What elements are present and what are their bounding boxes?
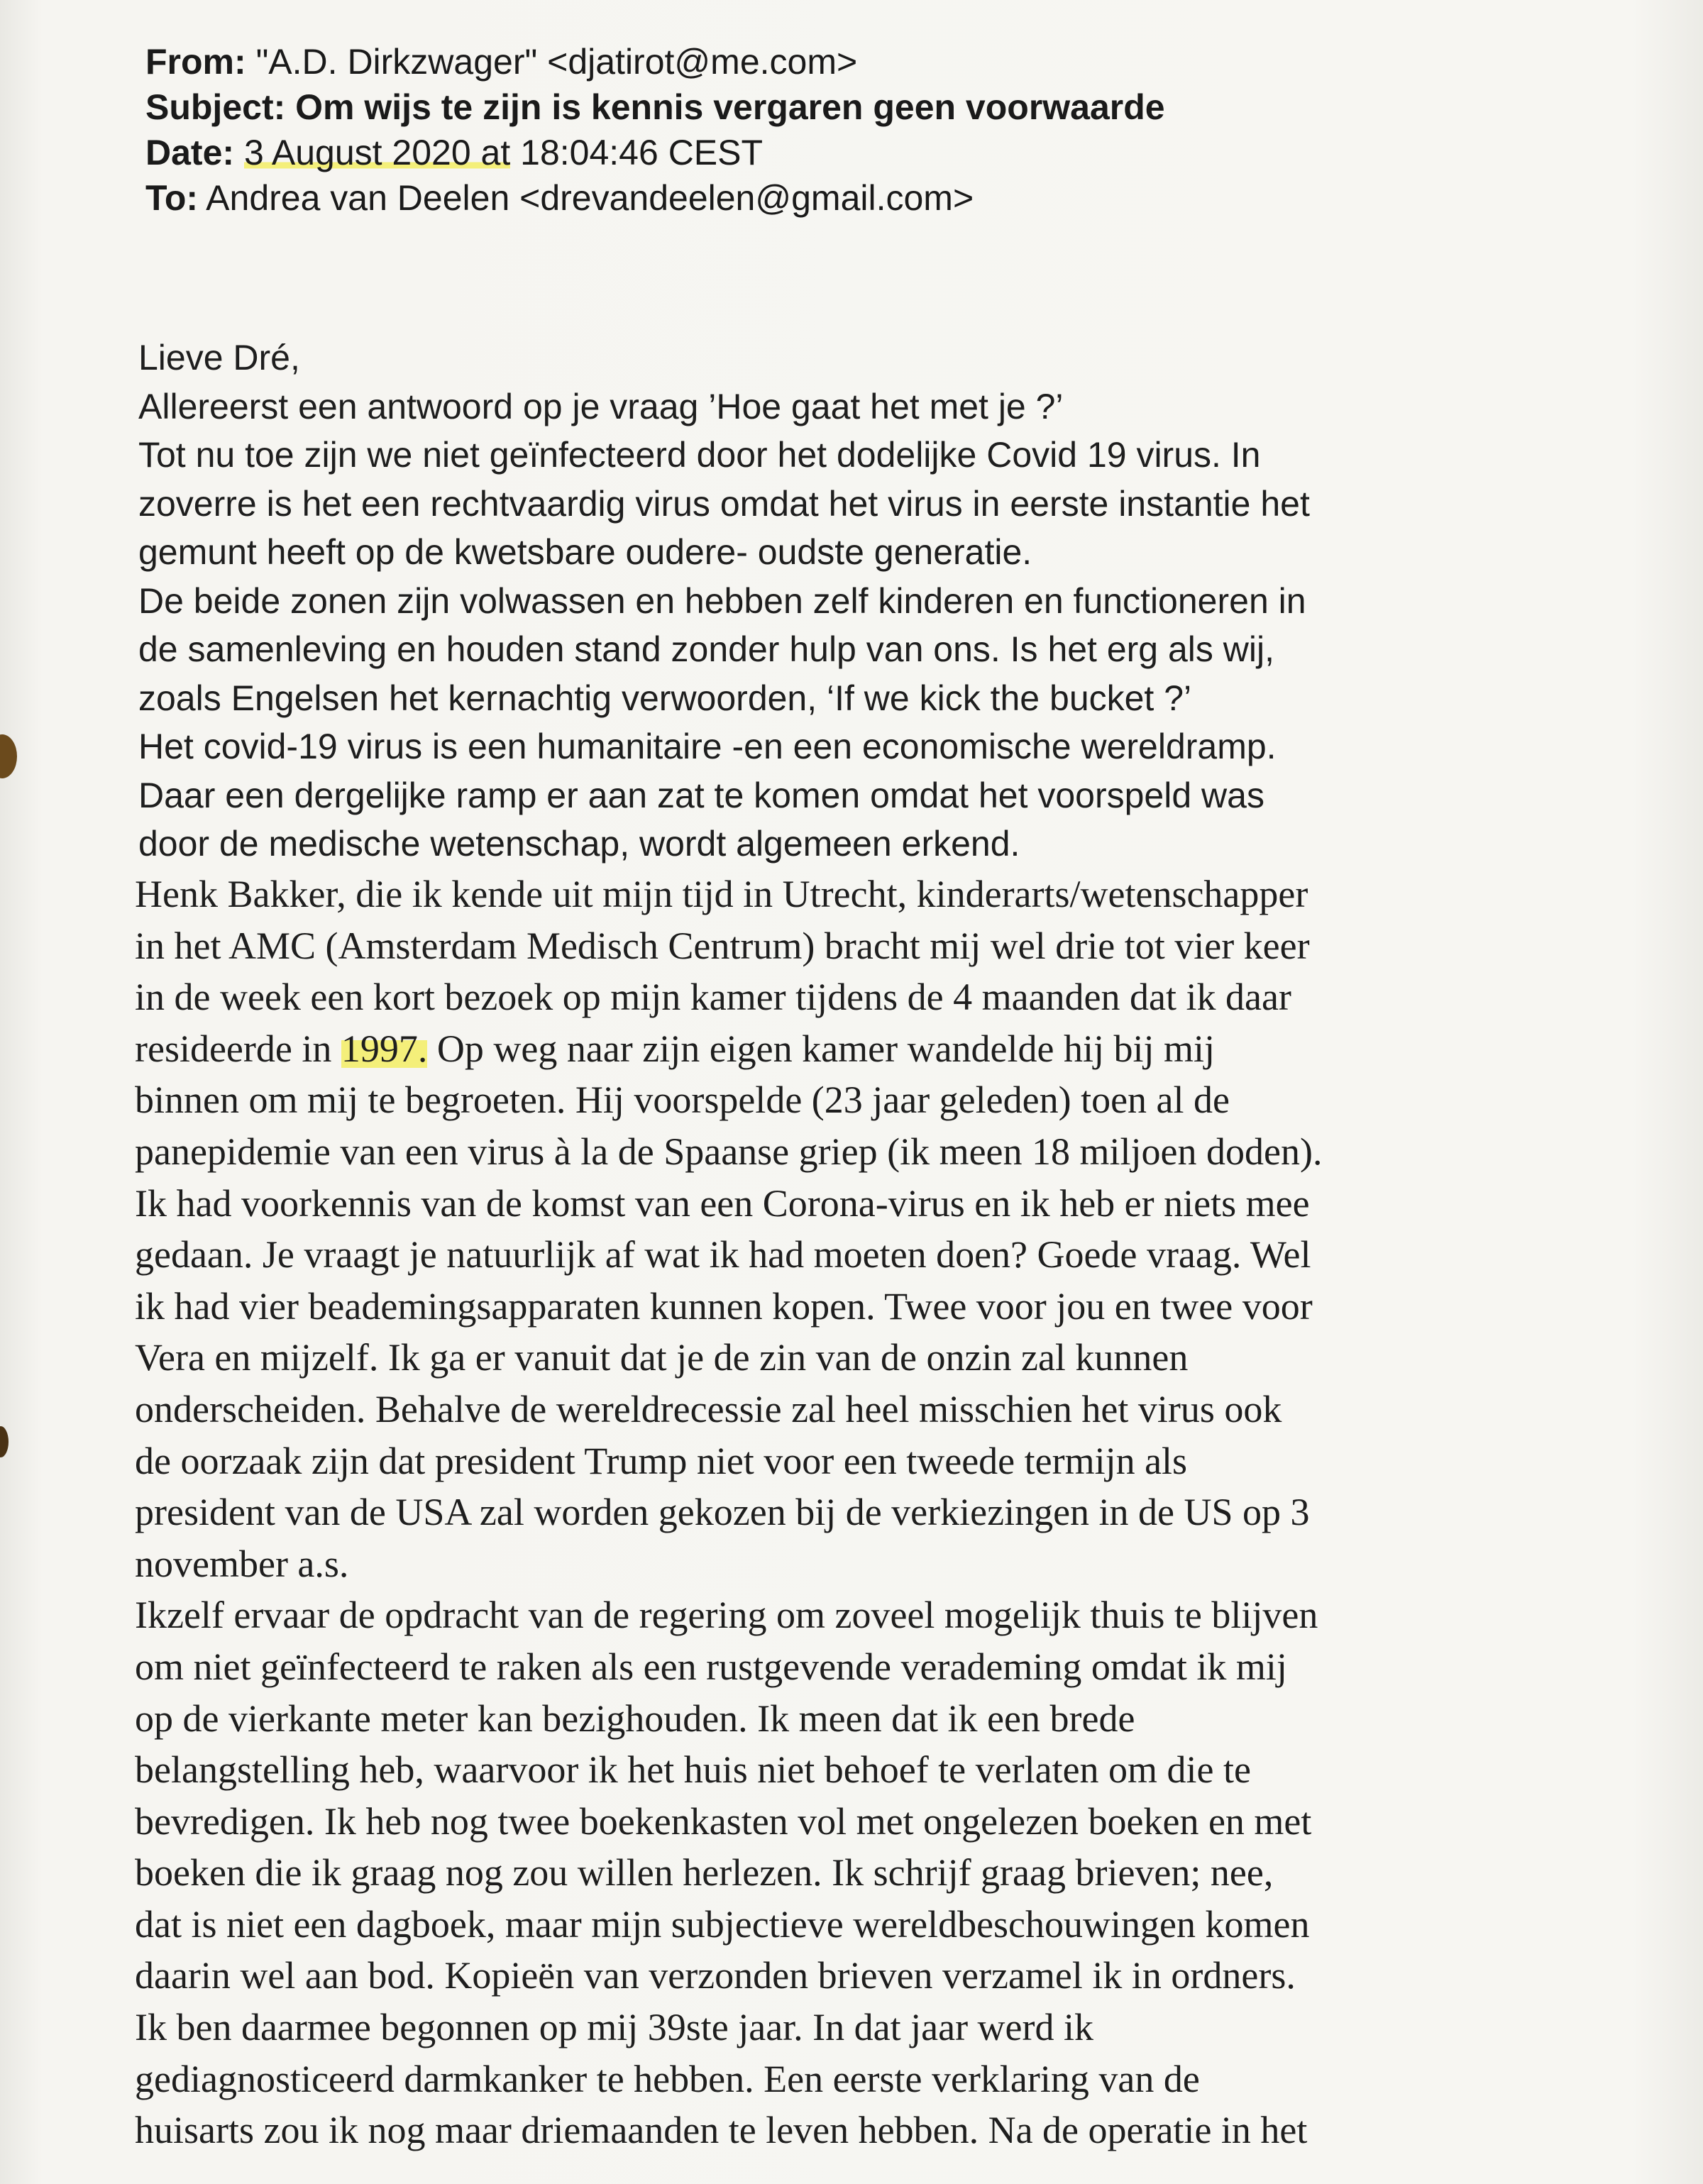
subject-label: Subject: [145,87,286,127]
date-highlighted: 3 August 2020 at [243,133,511,172]
body-line: Tot nu toe zijn we niet geïnfecteerd door het dodelijke Covid 19 virus. In [138,435,1261,475]
from-label: From: [145,42,246,82]
body-line: Ik had voorkennis van de komst van een Corona-virus en ik heb er niets mee [135,1181,1310,1225]
from-value: "A.D. Dirkzwager" <djatirot@me.com> [255,42,858,82]
body-line: panepidemie van een virus à la de Spaanse griep (ik meen 18 miljoen doden). [135,1130,1323,1173]
punch-hole-mark [0,1426,9,1457]
body-line: gedaan. Je vraagt je natuurlijk af wat ik had moeten doen? Goede vraag. Wel [135,1233,1311,1276]
body-line: Ikzelf ervaar de opdracht van de regering om zoveel mogelijk thuis te blijven [135,1594,1318,1637]
body-line: Daar een dergelijke ramp er aan zat te komen omdat het voorspeld was [138,775,1264,815]
letter-body-sans [138,333,1593,868]
body-line: op de vierkante meter kan bezighouden. Ik meen dat ik een brede [135,1697,1135,1740]
body-line: door de medische wetenschap, wordt algemeen erkend. [138,824,1020,864]
punch-hole-mark [0,734,17,778]
line-text: Op weg naar zijn eigen kamer wandelde hij bij mij [427,1027,1215,1070]
body-line: boeken die ik graag nog zou willen herlezen. Ik schrijf graag brieven; nee, [135,1851,1274,1895]
line-text: resideerde in [135,1027,341,1070]
date-time: 18:04:46 CEST [520,133,764,172]
body-line: ik had vier beademingsapparaten kunnen kopen. Twee voor jou en twee voor [135,1284,1313,1328]
to-line [145,175,1565,221]
body-line: Het covid-19 virus is een humanitaire -en een economische wereldramp. [138,727,1277,766]
body-line: november a.s. [135,1542,349,1585]
letter-body-serif [135,868,1597,2156]
body-line: binnen om mij te begroeten. Hij voorspelde (23 jaar geleden) toen al de [135,1079,1230,1122]
body-line: huisarts zou ik nog maar driemaanden te leven hebben. Na de operatie in het [135,2109,1308,2152]
body-line: zoals Engelsen het kernachtig verwoorden, ‘If we kick the bucket ?’ [138,678,1192,718]
to-label: To: [145,178,199,218]
to-value: Andrea van Deelen <drevandeelen@gmail.com> [206,178,974,218]
body-line: zoverre is het een rechtvaardig virus omdat het virus in eerste instantie het [138,483,1310,524]
body-line-with-highlight [135,1023,1597,1075]
subject-line [145,84,1565,130]
body-line: Henk Bakker, die ik kende uit mijn tijd in Utrecht, kinderarts/wetenschapper [135,873,1308,915]
body-line: gemunt heeft op de kwetsbare oudere- oudste generatie. [138,532,1032,572]
body-line: onderscheiden. Behalve de wereldrecessie zal heel misschien het virus ook [135,1387,1282,1430]
body-line: gediagnosticeerd darmkanker te hebben. Een eerste verklaring van de [135,2057,1200,2100]
body-line: bevredigen. Ik heb nog twee boekenkasten vol met ongelezen boeken en met [135,1799,1312,1843]
date-line [145,130,1565,175]
body-line: daarin wel aan bod. Kopieën van verzonden brieven verzamel ik in ordners. [135,1954,1296,1997]
body-line: De beide zonen zijn volwassen en hebben zelf kinderen en functioneren in [138,580,1306,621]
body-line: in de week een kort bezoek op mijn kamer tijdens de 4 maanden dat ik daar [135,976,1291,1019]
body-line: Allereerst een antwoord op je vraag ’Hoe gaat het met je ?’ [138,386,1064,426]
body-line: Vera en mijzelf. Ik ga er vanuit dat je de zin van de onzin zal kunnen [135,1336,1189,1379]
body-line: Lieve Dré, [138,338,300,377]
email-header [145,39,1565,221]
year-highlight: 1997. [341,1027,428,1070]
body-line: president van de USA zal worden gekozen bij de verkiezingen in de US op 3 [135,1491,1310,1534]
date-label: Date: [145,133,235,172]
body-line: de oorzaak zijn dat president Trump niet voor een tweede termijn als [135,1439,1188,1482]
body-line: belangstelling heb, waarvoor ik het huis niet behoef te verlaten om die te [135,1748,1251,1792]
body-line: in het AMC (Amsterdam Medisch Centrum) bracht mij wel drie tot vier keer [135,924,1310,967]
from-line [145,39,1565,84]
body-line: Ik ben daarmee begonnen op mij 39ste jaar. In dat jaar werd ik [135,2006,1094,2049]
body-line: om niet geïnfecteerd te raken als een rustgevende verademing omdat ik mij [135,1645,1287,1688]
body-line: dat is niet een dagboek, maar mijn subjectieve wereldbeschouwingen komen [135,1902,1310,1946]
body-line: de samenleving en houden stand zonder hulp van ons. Is het erg als wij, [138,629,1275,669]
subject-value: Om wijs te zijn is kennis vergaren geen voorwaarde [295,87,1165,127]
